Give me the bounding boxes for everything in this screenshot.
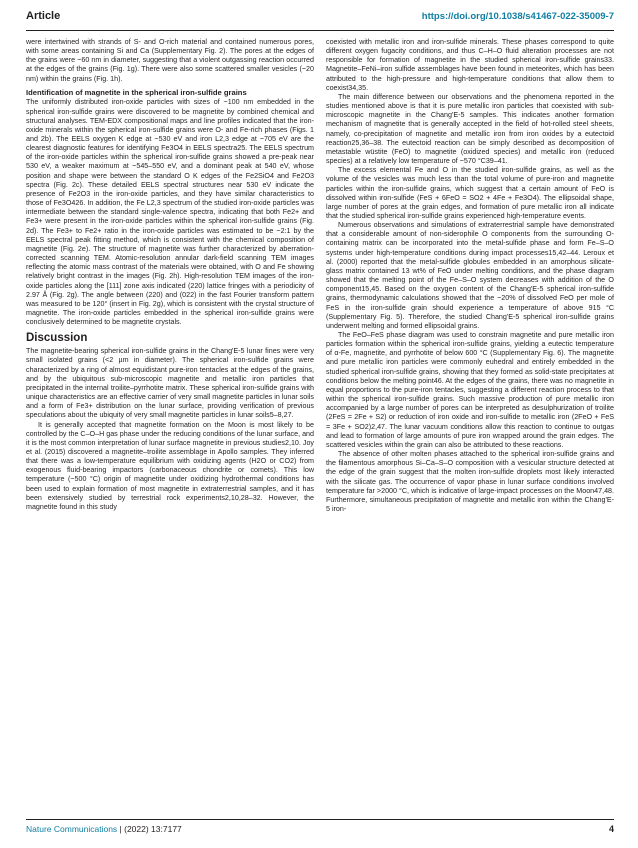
left-paragraph-3: The magnetite-bearing spherical iron-sulfide grains in the Chang'E-5 lunar fines were very small isolated grains (<2 µm in diameter). The spherical iron-sulfide grains were characterized by a ring of almost equidistant pure-iron tentacles at the edges of the grains, and by the ubiquitous sub-microscopic magnetite and metallic iron particles that precipitated in the internal troilite–pyrrhotite matrix. These spherical iron-sulfide grains with unique characteristics are an effective carrier of very small magnetite particles in lunar soils and a form of Fe3+ distribution on the lunar surface, providing verification of previous speculations about the ubiquity of very small magnetite particles in lunar soils5–8,27.	[26, 347, 314, 420]
journal-name[interactable]: Nature Communications	[26, 824, 118, 834]
footer-rule	[26, 819, 614, 820]
left-column	[26, 38, 314, 512]
page-number: 4	[608, 824, 614, 834]
left-paragraph-2: The uniformly distributed iron-oxide particles with sizes of ~100 nm embedded in the spherical iron-sulfide grains were discovered to be magnetite by combined chemical and structural analyses. TEM-EDX compositional maps and line profiles indicated that the iron-oxide minerals within the spherical iron-sulfide grains were O- and Fe-rich phases (Figs. 1 and 2b). The EELS oxygen K edge at ~530 eV and iron L2,3 edge at ~705 eV are the clearest diagnostic features for identifying Fe3O4 in EELS spectra25. The EELS spectrum of the iron-oxide particles within the spherical iron-sulfide grains showed a pre-peak near 530 eV, a weaker maximum at ~545–550 eV, and a dominant peak at 540 eV, whose position and shape were between the standard O K edges of the Fe2SiO4 and Fe2O3 spectra (Fig. 2c). These detailed EELS spectral structures near 530 eV indicate the presence of Fe2O3 in the iron-oxide particles, and they have similar characteristics to those of Fe3O426. In addition, the Fe L2,3 spectrum of the studied iron-oxide particles was intermediate between the standard single-valence spectra, indicating that both Fe2+ and Fe3+ were present in the iron-oxide particles within the spherical iron-sulfide grains (Fig. 2d). The Fe3+ to Fe2+ ratio in the iron-oxide particles was estimated to be ~2:1 by the EELS spectral peak fitting method, which is consistent with the chemical composition of magnetite (Fig. 2e). The structure of magnetite was further characterized by aberration-corrected scanning TEM. Atomic-resolution annular dark-field scanning TEM images reflecting the atomic mass contrast of the materials were obtained, with O and Fe showing relatively bright contrast in the images (Fig. 2h). High-resolution TEM images of the iron-oxide particles along the [111] zone axis indicated (220) lattice fringes with a periodicity of 2.97 Å (Fig. 2g). The angle between (220) and (022) in the fast Fourier transform pattern was measured to be 120° (insert in Fig. 2g), which is consistent with the crystal structure of magnetite. The iron-oxide particles embedded in the spherical iron-sulfide grains were conclusively determined to be magnetite crystals.	[26, 98, 314, 327]
left-paragraph-4: It is generally accepted that magnetite formation on the Moon is most likely to be controlled by the C–O–H gas phase under the reducing conditions of the lunar surface, and it is the most common interpretation of lunar surface magnetite in previous studies2,10. Joy et al. (2015) discovered a magnetite–troilite assemblage in Apollo samples. They inferred that there was a low-temperature equilibrium with oxidizing agents (H2O or CO2) from exogenous fluid-bearing impactors (carbonaceous chondrite or comets). This low temperature (~500 °C) origin of magnetite under oxidizing hydrothermal conditions has been used to explain formation of most magnetite in extraterrestrial samples, and it has been extensively studied by terrestrial rock experiments2,10,28–32. However, the magnetite found in this study	[26, 420, 314, 511]
header-rule	[26, 30, 614, 31]
subheading-magnetite-identification: Identification of magnetite in the spherical iron-sulfide grains	[26, 87, 247, 97]
volume-citation: | (2022) 13:7177	[117, 824, 182, 834]
page-footer	[26, 824, 614, 834]
right-paragraph-4: Numerous observations and simulations of extraterrestrial sample have demonstrated that a considerable amount of non-siderophile O components from the surrounding O-containing matrix can be incorporated into the metal-sulfide phase and form Fe–S–O systems under high-temperature conditions during impact processes15,42–44. Leroux et al. (2000) reported that the metal-sulfide globules embedded in an amorphous silicate-glass matrix contained 13 wt% of FeO under melting conditions, and the phase diagram showed that the melting point of the Fe–S–O system decreases with addition of the O component15,45. Based on the oxygen content of the Chang'E-5 spherical iron-sulfide grains, thermodynamic calculations showed that the ~20% of dissolved FeO per mole of FeS in the iron-sulfide grain should experience a temperature of above 915 °C (Supplementary Fig. 5). Therefore, the studied Chang'E-5 spherical iron-sulfide grains underwent melting and formed ellipsoidal grains.	[326, 221, 614, 330]
right-column	[326, 38, 614, 514]
right-paragraph-2: The main difference between our observations and the phenomena reported in the studies mentioned above is that it is pure metallic iron particles that coexisted with sub-microscopic magnetite in the Chang'E-5 samples. This indicates another formation mechanism of magnetite that is generally accepted in the field of hot-rolled steel sheets, namely, co-precipitation of magnetite and metallic iron from iron oxides by a eutectoid reaction25,36–38. The eutectoid reaction can be simply described as decomposition of metastable wüstite (FeO) to magnetite (oxidized species) and metallic iron (reduced species) at a relatively low temperature of ~570 °C39–41.	[326, 92, 614, 166]
left-paragraph-1: were intertwined with strands of S- and O-rich material and contained numerous pores, with some areas containing Si and Ca (Supplementary Fig. 2). The pores at the edges of the grains were ~60 nm in diameter, suggesting that a violent outgassing reaction occurred at the edges of the grains (Fig. 1g). There were also some scattered smaller vesicles (~20 nm) within the grains (Fig. 1h).	[26, 38, 314, 83]
right-paragraph-6: The absence of other molten phases attached to the spherical iron-sulfide grains and the filamentous amorphous Si–Ca–S–O composition with a vesicular structure detected at the edge of the grain suggest that the molten iron-sulfide droplets most likely interacted with the silicate gas. The occurrence of vapor phase in lunar surface conditions involved temperature far >2000 °C, which is indicative of large-impact processes on the Moon47,48. Furthermore, simultaneous precipitation of magnetite and metallic iron within the Chang'E-5 iron-	[326, 450, 614, 513]
right-paragraph-5: The FeO–FeS phase diagram was used to constrain magnetite and pure metallic iron particles formation within the spherical iron-sulfide grains, yielding a eutectic temperature of α-Fe, magnetite, and pyrrhotite of below 600 °C (Supplementary Fig. 6). The magnetite and pure metallic iron particles were commonly euhedral and entirely embedded in the studied spherical iron-sulfide grains, showing that they formed as solid-state precipitates at conditions below the melting point46. At the edges of the grains, there was no magnetite in equal proportions to the pure-iron tentacles, suggesting a different reaction process to that within the spherical iron-sulfide grains. Such massive production of pure metallic iron accompanied by a large number of pores can be interpreted as desulphurization of troilite (2FeS = 2Fe + S2) or reduction of iron oxide and iron-sulfide to metallic iron (2FeO + FeS = 3Fe + SO2)2,47. The lunar vacuum conditions allow this reaction to continue to outgas and lead to formation of large amounts of pure iron wrapped around the grain edges. The scattered vesicles within the grain can also be attributed to these reactions.	[326, 331, 614, 449]
right-paragraph-1: coexisted with metallic iron and iron-sulfide minerals. These phases correspond to quite different oxygen fugacity conditions, and thus C–H–O fluid alteration processes are not responsible for formation of magnetite in the studied spherical iron-sulfide grains33. Magnetite–FeNi–iron sulfide assemblages have been found in meteorites, which has been attributed to the high-pressure and high-temperature conditions that allow them to coexist34,35.	[326, 38, 614, 92]
discussion-heading: Discussion	[26, 332, 88, 345]
doi-link[interactable]: https://doi.org/10.1038/s41467-022-35009-7	[421, 11, 614, 22]
section-label: Article	[26, 10, 61, 22]
footer-citation-group	[26, 824, 182, 834]
page-header	[26, 10, 614, 28]
right-paragraph-3: The excess elemental Fe and O in the studied iron-sulfide grains, as well as the volume of the vesicles was much less than the total volume of pure-iron and magnetite particles within the iron-sulfide grains, which suggest that a certain amount of FeO is dissolved within iron-sulfide (FeS + 6FeO = SO2 + 4Fe + Fe3O4). The ellipsoidal shape, large number of pores at the grain edges, and formation of pure metallic iron all indicate that the studied spherical iron-sulfide grains experienced high-temperature events.	[326, 166, 614, 220]
